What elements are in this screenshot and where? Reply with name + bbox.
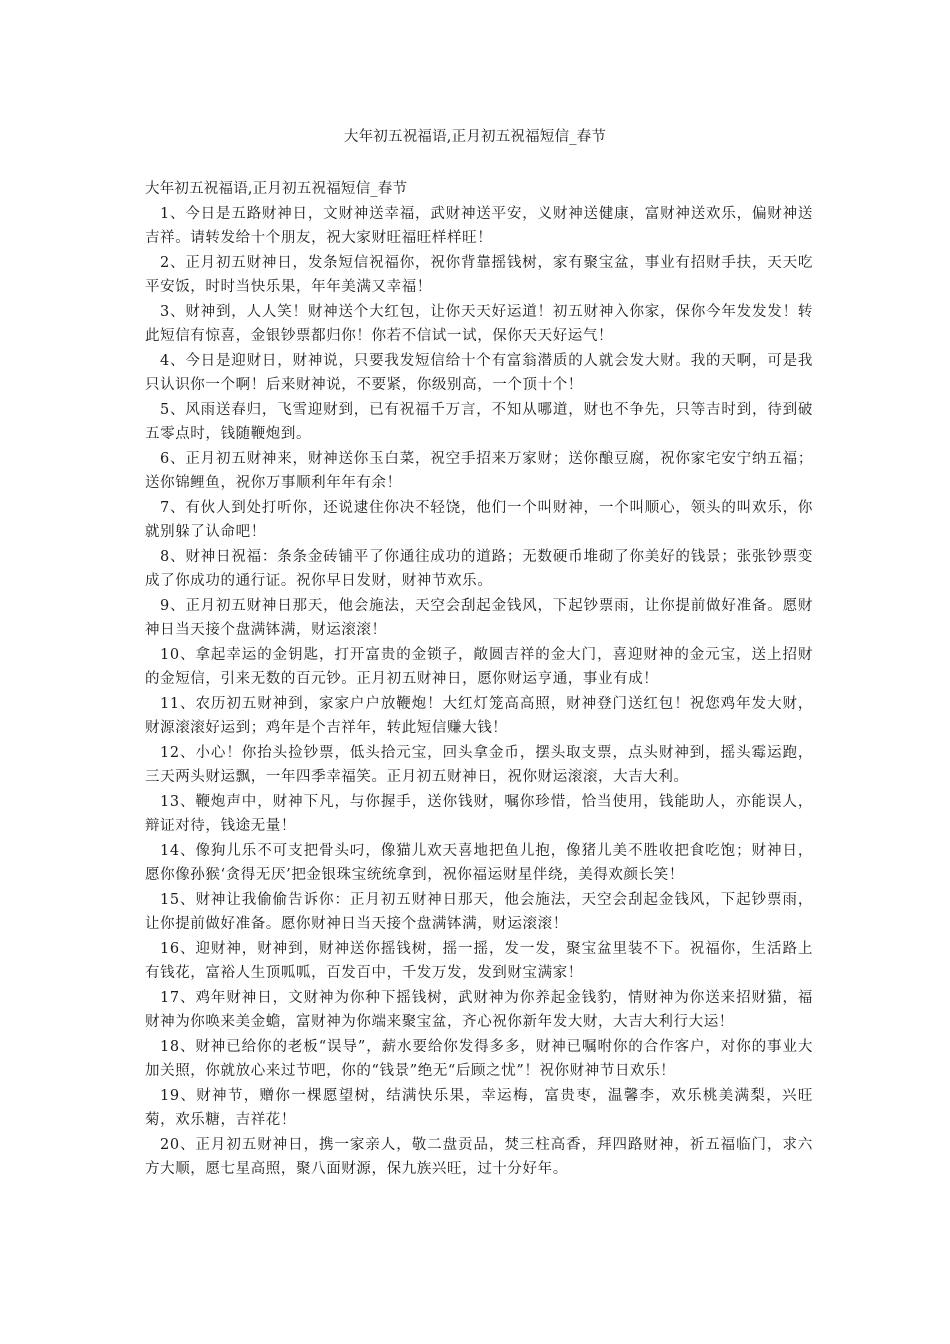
list-item: 13、鞭炮声中，财神下凡，与你握手，送你钱财，嘱你珍惜，恰当使用，钱能助人，亦能误人，辩证对待，钱途无量！ — [145, 793, 813, 834]
list-item: 3、财神到，人人笑！财神送个大红包，让你天天好运道！初五财神入你家，保你今年发发发！转此短信有惊喜，金银钞票都归你！你若不信试一试，保你天天好运气！ — [145, 303, 813, 344]
list-item: 10、拿起幸运的金钥匙，打开富贵的金锁子，敞圆吉祥的金大门，喜迎财神的金元宝，送上招财的金短信，引来无数的百元钞。正月初五财神日，愿你财运亨通，事业有成！ — [145, 646, 813, 687]
list-item: 15、财神让我偷偷告诉你：正月初五财神日那天，他会施法，天空会刮起金钱风，下起钞票雨，让你提前做好准备。愿你财神日当天接个盘满钵满，财运滚滚！ — [145, 891, 813, 932]
list-item: 1、今日是五路财神日，文财神送幸福，武财神送平安，义财神送健康，富财神送欢乐，偏财神送吉祥。请转发给十个朋友，祝大家财旺福旺样样旺！ — [145, 205, 813, 246]
document-subtitle: 大年初五祝福语,正月初五祝福短信_春节 — [145, 181, 408, 197]
list-item: 4、今日是迎财日，财神说，只要我发短信给十个有富翁潜质的人就会发大财。我的天啊，可是我只认识你一个啊！后来财神说，不要紧，你级别高，一个顶十个！ — [145, 352, 813, 393]
list-item: 19、财神节，赠你一棵愿望树，结满快乐果，幸运梅，富贵枣，温馨李，欢乐桃美满梨，兴旺菊，欢乐糖，吉祥花！ — [145, 1087, 813, 1128]
list-item: 18、财神已给你的老板“误导”，薪水要给你发得多多，财神已嘱咐你的合作客户，对你的事业大加关照，你就放心来过节吧，你的“钱景”绝无“后顾之忧”！祝你财神节日欢乐！ — [145, 1038, 813, 1079]
list-item: 14、像狗儿乐不可支把骨头叼，像猫儿欢天喜地把鱼儿抱，像猪儿美不胜收把食吃饱；财神日，愿你像孙猴‘贪得无厌’把金银珠宝统统拿到，祝你福运财星伴绕，美得欢颜长笑！ — [145, 842, 813, 883]
list-item: 5、风雨送春归，飞雪迎财到，已有祝福千万言，不知从哪道，财也不争先，只等吉时到，待到破五零点时，钱随鞭炮到。 — [145, 401, 813, 442]
list-item: 20、正月初五财神日，携一家亲人，敬二盘贡品，焚三柱高香，拜四路财神，祈五福临门，求六方大顺，愿七星高照，聚八面财源，保九族兴旺，过十分好年。 — [145, 1136, 813, 1177]
document-body — [145, 177, 813, 1182]
list-item: 8、财神日祝福：条条金砖铺平了你通往成功的道路；无数硬币堆砌了你美好的钱景；张张钞票变成了你成功的通行证。祝你早日发财，财神节欢乐。 — [145, 548, 813, 589]
list-item: 9、正月初五财神日那天，他会施法，天空会刮起金钱风，下起钞票雨，让你提前做好准备。愿财神日当天接个盘满钵满，财运滚滚！ — [145, 597, 813, 638]
list-item: 17、鸡年财神日，文财神为你种下摇钱树，武财神为你养起金钱豹，情财神为你送来招财猫，福财神为你唤来美金蟾，富财神为你端来聚宝盆，齐心祝你新年发大财，大吉大利行大运！ — [145, 989, 813, 1030]
list-item: 12、小心！你抬头捡钞票，低头拾元宝，回头拿金币，摆头取支票，点头财神到，摇头霉运跑，三天两头财运飘，一年四季幸福笑。正月初五财神日，祝你财运滚滚，大吉大利。 — [145, 744, 813, 785]
document-title: 大年初五祝福语,正月初五祝福短信_春节 — [343, 129, 607, 145]
list-item: 11、农历初五财神到，家家户户放鞭炮！大红灯笼高高照，财神登门送红包！祝您鸡年发大财，财源滚滚好运到；鸡年是个吉祥年，转此短信赚大钱！ — [145, 695, 813, 736]
list-item: 2、正月初五财神日，发条短信祝福你，祝你背靠摇钱树，家有聚宝盆，事业有招财手扶，天天吃平安饭，时时当快乐果，年年美满又幸福！ — [145, 254, 813, 295]
list-item: 16、迎财神，财神到，财神送你摇钱树，摇一摇，发一发，聚宝盆里装不下。祝福你，生活路上有钱花，富裕人生顶呱呱，百发百中，千发万发，发到财宝满家！ — [145, 940, 813, 981]
list-item: 7、有伙人到处打听你，还说逮住你决不轻饶，他们一个叫财神，一个叫顺心，领头的叫欢乐，你就别躲了认命吧！ — [145, 499, 813, 540]
list-item: 6、正月初五财神来，财神送你玉白菜，祝空手招来万家财；送你酿豆腐，祝你家宅安宁纳五福；送你锦鲤鱼，祝你万事顺利年年有余！ — [145, 450, 813, 491]
